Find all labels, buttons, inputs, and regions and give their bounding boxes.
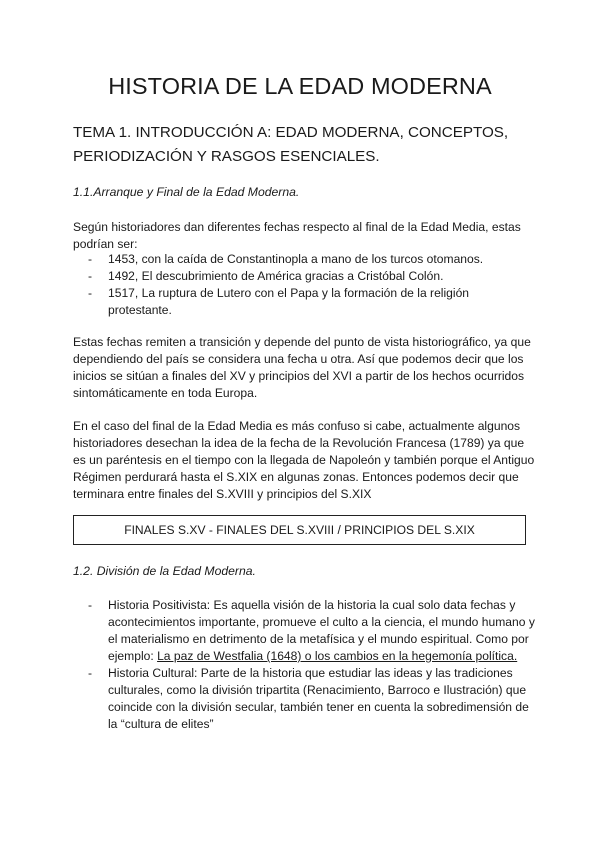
intro-text: Según historiadores dan diferentes fechas respecto al final de la Edad Media, estas podrían ser:	[73, 220, 521, 251]
underlined-example: La paz de Westfalia (1648) o los cambios en la hegemonía política.	[157, 649, 518, 663]
list-item	[73, 268, 535, 285]
intro-paragraph	[73, 219, 535, 253]
list-item	[73, 597, 535, 665]
list-item-text: Historia Cultural: Parte de la historia que estudiar las ideas y las tradiciones culturales, como la división tripartita (Renacimiento, Barroco e Ilustración) que coincide con la división secular, también tener en cuenta la sobredimensión de la “cultura de elites”	[108, 666, 529, 731]
end-of-era-paragraph	[73, 418, 535, 503]
chapter-subtitle: TEMA 1. INTRODUCCIÓN A: EDAD MODERNA, CONCEPTOS, PERIODIZACIÓN Y RASGOS ESENCIALES.	[73, 124, 509, 165]
historiography-list	[73, 597, 535, 733]
list-item-text: 1517, La ruptura de Lutero con el Papa y la formación de la religión protestante.	[108, 286, 470, 317]
list-item-text: 1453, con la caída de Constantinopla a mano de los turcos otomanos.	[108, 252, 484, 266]
bullet-dash: -	[88, 598, 93, 612]
list-item	[73, 665, 535, 733]
list-item-text: 1492, El descubrimiento de América gracias a Cristóbal Colón.	[108, 269, 444, 283]
paragraph-text: En el caso del final de la Edad Media es más confuso si cabe, actualmente algunos historiadores desechan la idea de la fecha de la Revolución Francesa (1789) ya que es un paréntesis en el tiempo con la llegada de Napoleón y también porque el Antiguo Régimen perdurará hasta el S.XIX en algunas zonas. Entonces podemos decir que terminara entre finales del S.XVIII y principios del S.XIX	[73, 419, 535, 501]
bullet-dash: -	[88, 252, 93, 266]
section-heading-1: 1.1.Arranque y Final de la Edad Moderna.	[73, 185, 300, 199]
period-summary-text: FINALES S.XV - FINALES DEL S.XVIII / PRINCIPIOS DEL S.XIX	[124, 523, 475, 537]
list-item-text: Historia Positivista: Es aquella visión de la historia la cual solo data fechas y acontecimientos importante, promueve el culto a la ciencia, el mundo humano y el materialismo en detrimento de la metafísica y el mundo espiritual. Como por ejemplo:	[108, 598, 535, 663]
transition-paragraph	[73, 334, 535, 402]
list-item	[73, 285, 535, 319]
document-title: HISTORIA DE LA EDAD MODERNA	[108, 73, 492, 99]
section-heading-2: 1.2. División de la Edad Moderna.	[73, 564, 256, 578]
bullet-dash: -	[88, 286, 93, 300]
period-summary-box	[73, 515, 526, 545]
dates-list	[73, 251, 535, 319]
paragraph-text: Estas fechas remiten a transición y depende del punto de vista historiográfico, ya que dependiendo del país se considera una fecha u otra. Así que podemos decir que los inicios se sitúan a finales del XV y principios del XVI a partir de los hechos ocurridos sintomáticamente en toda Europa.	[73, 335, 531, 400]
bullet-dash: -	[88, 269, 93, 283]
bullet-dash: -	[88, 666, 93, 680]
list-item	[73, 251, 535, 268]
